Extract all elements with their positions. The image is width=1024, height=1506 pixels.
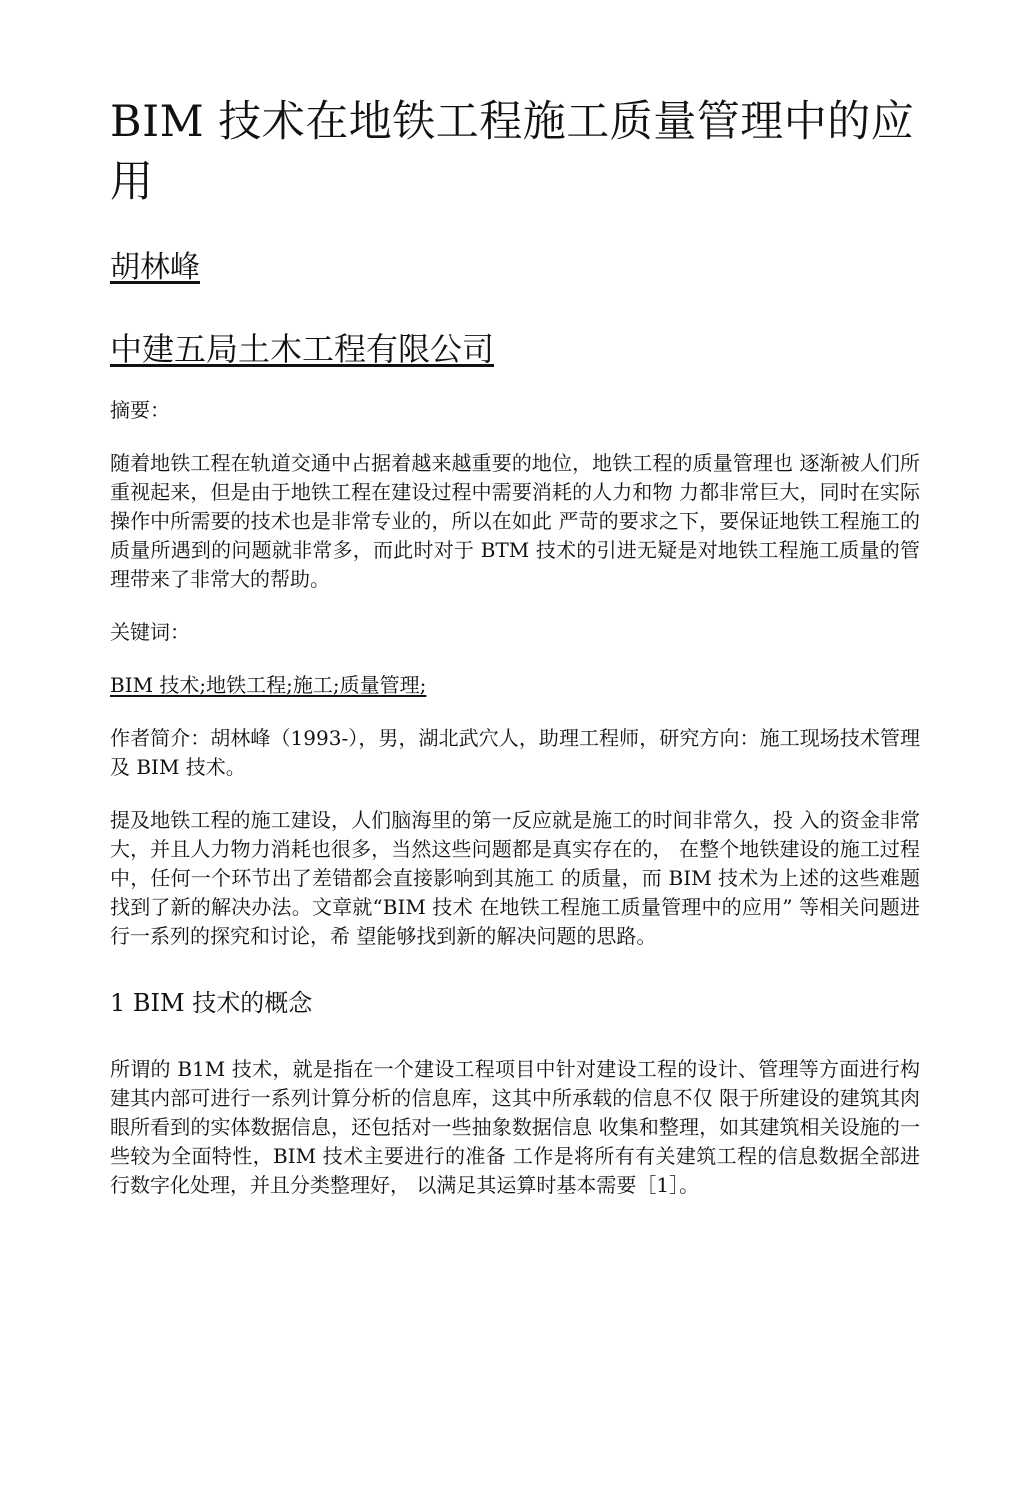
- author-name: 胡林峰: [110, 250, 200, 285]
- abstract-text: 随着地铁工程在轨道交通中占据着越来越重要的地位，地铁工程的质量管理也 逐渐被人们所重视起来，但是由于地铁工程在建设过程中需要消耗的人力和物 力都非常巨大，同时在实际操作中所需要的技术也是非常专业的，所以在如此 严苛的要求之下，要保证地铁工程施工的质量所遇到的问题就非常多，而此时对于 BTM 技术的引进无疑是对地铁工程施工质量的管理带来了非常大的帮助。: [110, 451, 920, 591]
- intro-paragraph: 提及地铁工程的施工建设，人们脑海里的第一反应就是施工的时间非常久，投 入的资金非常大，并且人力物力消耗也很多，当然这些问题都是真实存在的， 在整个地铁建设的施工过程中，任何一个环节出了差错都会直接影响到其施工 的质量，而 BIM 技术为上述的这些难题找到了新的解决办法。文章就“BIM 技术 在地铁工程施工质量管理中的应用” 等相关问题进行一系列的探究和讨论，希 望能够找到新的解决问题的思路。: [110, 808, 920, 948]
- author-affiliation: 中建五局土木工程有限公司: [110, 330, 495, 368]
- author-bio: 作者简介：胡林峰（1993-），男，湖北武穴人，助理工程师，研究方向：施工现场技术管理及 BIM 技术。: [110, 726, 920, 779]
- section-heading: 1 BIM 技术的概念: [110, 989, 313, 1017]
- keywords-label: 关键词：: [110, 620, 190, 644]
- document-title: BIM 技术在地铁工程施工质量管理中的应用: [110, 97, 915, 207]
- abstract-label: 摘要：: [110, 398, 170, 422]
- keywords-text: BIM 技术;地铁工程;施工;质量管理;: [110, 673, 427, 697]
- document-page: [110, 92, 920, 1200]
- section-body: 所谓的 B1M 技术，就是指在一个建设工程项目中针对建设工程的设计、管理等方面进行构建其内部可进行一系列计算分析的信息库，这其中所承载的信息不仅 限于所建设的建筑其肉眼所看到的实体数据信息，还包括对一些抽象数据信息 收集和整理，如其建筑相关设施的一些较为全面特性，BIM 技术主要进行的准备 工作是将所有有关建筑工程的信息数据全部进行数字化处理，并且分类整理好， 以满足其运算时基本需要［1］。: [110, 1057, 920, 1197]
